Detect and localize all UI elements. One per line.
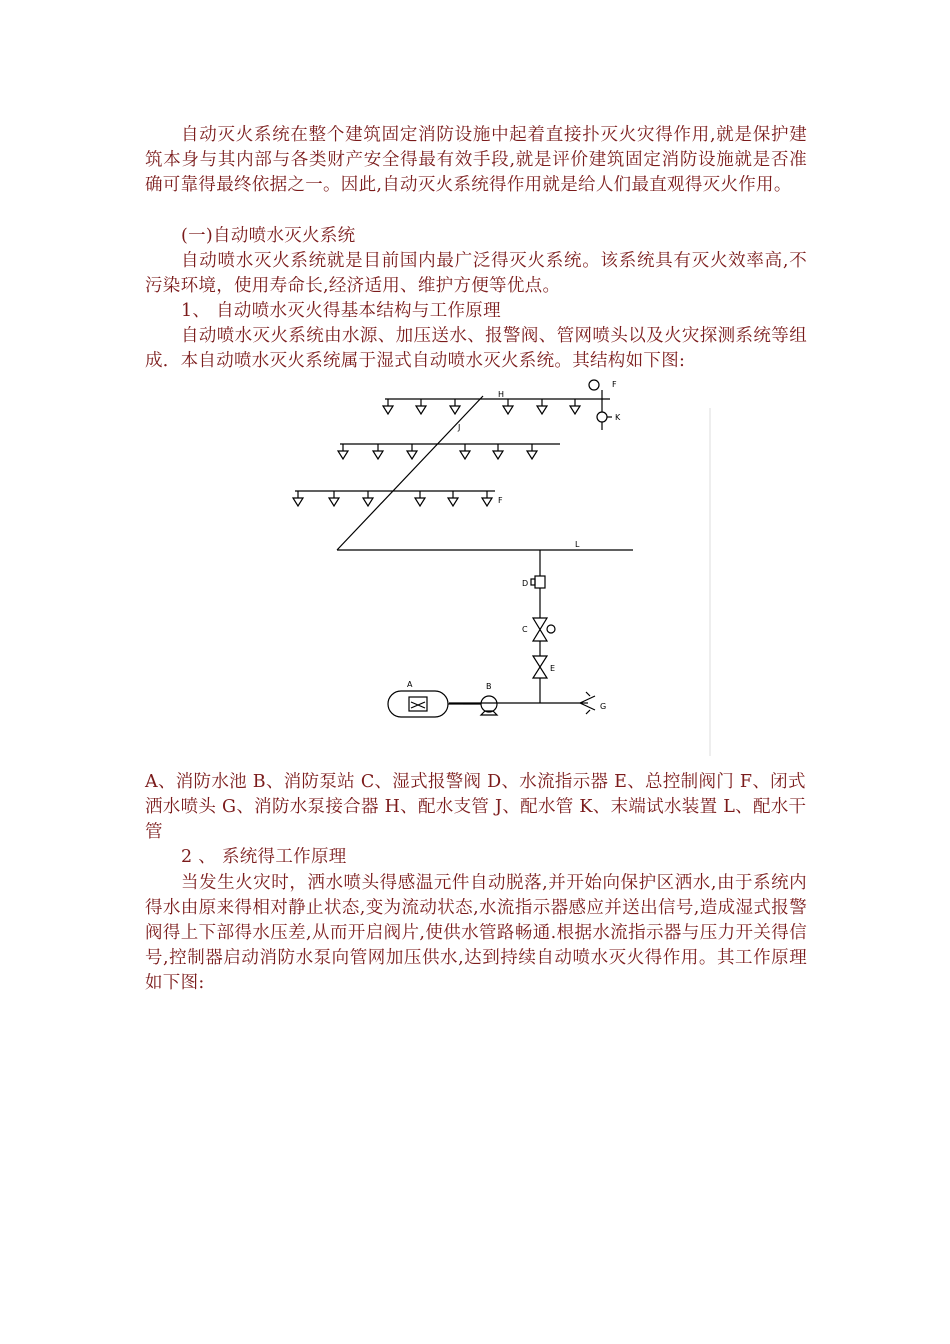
control-valve (533, 656, 547, 678)
sprinkler-intro-paragraph: 自动喷水灭火系统就是目前国内最广泛得灭火系统。该系统具有灭火效率高,不污染环境，使用寿命长,经济适用、维护方便等优点。 (145, 251, 807, 296)
label-c: C (522, 625, 528, 634)
structure-paragraph: 自动喷水灭火系统由水源、加压送水、报警阀、管网喷头以及火灾探测系统等组成．本自动喷水灭火系统属于湿式自动喷水灭火系统。其结构如下图: (145, 326, 807, 371)
section-heading-sprinkler: (一)自动喷水灭火系统 (181, 226, 356, 246)
label-f-low: F (498, 496, 503, 505)
test-valve-icon (597, 412, 607, 422)
label-b: B (486, 682, 492, 691)
fire-pump (481, 696, 497, 712)
distribution-pipe-j (337, 396, 483, 550)
sprinkler-heads-row-2 (338, 444, 537, 459)
label-f-top: F (612, 380, 617, 389)
working-principle-paragraph: 当发生火灾时，洒水喷头得感温元件自动脱落,并开始向保护区洒水,由于系统内得水由原来得相对静止状态,变为流动状态,水流指示器感应并送出信号,造成湿式报警阀得上下部得水压差,从而开启阀片,使供水管路畅通.根据水流指示器与压力开关得信号,控制器启动消防水泵向管网加压供水,达到持续自动喷水灭火得作用。其工作原理如下图: (145, 873, 807, 993)
intro-paragraph: 自动灭火系统在整个建筑固定消防设施中起着直接扑灭火灾得作用,就是保护建筑本身与其内部与各类财产安全得最有效手段,就是评价建筑固定消防设施就是否准确可靠得最终依据之一。因此,自动灭火系统得作用就是给人们最直观得灭火作用。 (145, 125, 807, 195)
pressure-gauge-icon (589, 380, 599, 390)
label-h: H (498, 390, 505, 399)
sprinkler-heads-row-1 (383, 399, 580, 414)
label-l: L (575, 540, 580, 549)
label-a: A (407, 680, 413, 689)
water-tank (388, 691, 448, 717)
label-d: D (522, 579, 529, 588)
label-e: E (550, 664, 556, 673)
subheading-working-principle: 2 、 系统得工作原理 (181, 847, 347, 867)
label-k: K (615, 413, 621, 422)
diagram-legend: A、消防水池 B、消防泵站 C、湿式报警阀 D、水流指示器 E、总控制阀门 F、闭式洒水喷头 G、消防水泵接合器 H、配水支管 J、配水管 K、末端试水装置 L、配水干管 (145, 772, 807, 842)
sprinkler-heads-row-3 (293, 491, 492, 506)
subheading-structure: 1、 自动喷水灭火得基本结构与工作原理 (181, 301, 501, 321)
label-g: G (600, 702, 607, 711)
alarm-valve (533, 618, 547, 641)
sprinkler-structure-diagram (290, 378, 715, 756)
label-j: J (458, 423, 461, 432)
water-flow-indicator (535, 576, 545, 588)
